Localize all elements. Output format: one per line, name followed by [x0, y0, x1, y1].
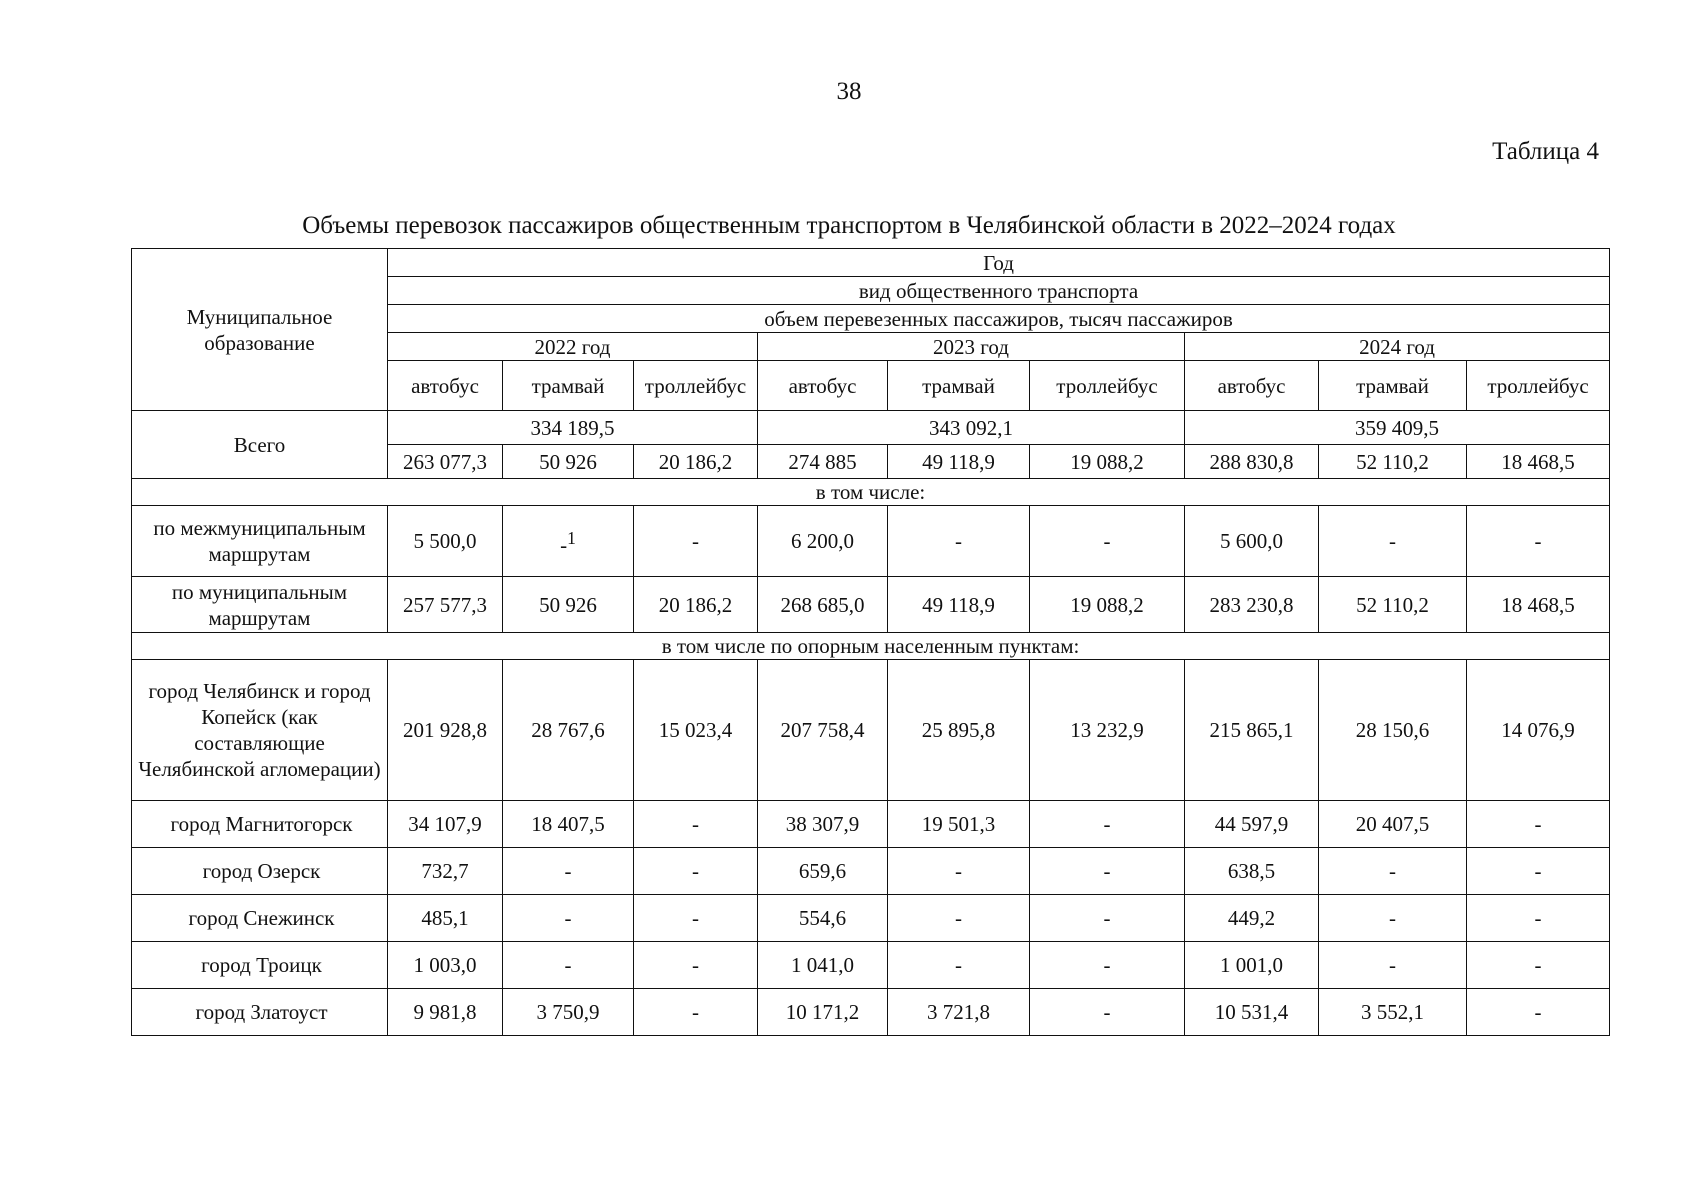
city-name: город Снежинск [132, 895, 388, 942]
table-row [132, 848, 1610, 895]
value-cell: 1 041,0 [758, 942, 888, 989]
value-cell: 3 552,1 [1319, 989, 1467, 1036]
total-cell: 19 088,2 [1030, 445, 1185, 479]
value-cell: - [888, 506, 1030, 577]
value-cell: 14 076,9 [1467, 660, 1610, 801]
value-cell: - [1467, 895, 1610, 942]
volume-unit-header: объем перевезенных пассажиров, тысяч пассажиров [388, 305, 1610, 333]
value-cell: - [1319, 942, 1467, 989]
value-cell: - [888, 848, 1030, 895]
value-cell: 20 186,2 [634, 577, 758, 633]
value-cell: - [634, 801, 758, 848]
value-cell: - [1467, 942, 1610, 989]
city-name: город Златоуст [132, 989, 388, 1036]
value-cell: - [1319, 506, 1467, 577]
value-cell: 659,6 [758, 848, 888, 895]
value-cell: 485,1 [388, 895, 503, 942]
value-cell: 50 926 [503, 577, 634, 633]
value-cell: - [888, 895, 1030, 942]
value-cell: 1 003,0 [388, 942, 503, 989]
value-cell: - [634, 942, 758, 989]
city-name: город Магнитогорск [132, 801, 388, 848]
year-total-2022: 334 189,5 [388, 411, 758, 445]
footnote-marker: 1 [567, 527, 576, 548]
value-cell: 3 721,8 [888, 989, 1030, 1036]
value-cell: 13 232,9 [1030, 660, 1185, 801]
section-row-support-points [132, 633, 1610, 660]
mode-header: троллейбус [634, 361, 758, 411]
value-cell: 49 118,9 [888, 577, 1030, 633]
value-cell: 268 685,0 [758, 577, 888, 633]
value-cell: 1 001,0 [1185, 942, 1319, 989]
passenger-volume-table [131, 248, 1610, 1036]
mode-header: автобус [388, 361, 503, 411]
total-cell: 18 468,5 [1467, 445, 1610, 479]
value-cell: - [1467, 506, 1610, 577]
value-cell: - [634, 506, 758, 577]
value-cell: - [634, 895, 758, 942]
value-cell: 732,7 [388, 848, 503, 895]
value-cell: 44 597,9 [1185, 801, 1319, 848]
year-header-2023: 2023 год [758, 333, 1185, 361]
header-row-year [132, 249, 1610, 277]
value-cell: 28 767,6 [503, 660, 634, 801]
table-row [132, 989, 1610, 1036]
city-name: город Челябинск и город Копейск (как составляющие Челябинской агломерации) [132, 660, 388, 801]
value-cell: - [1319, 848, 1467, 895]
value-cell: 6 200,0 [758, 506, 888, 577]
value-cell: - [634, 848, 758, 895]
mode-header: автобус [1185, 361, 1319, 411]
city-name: город Троицк [132, 942, 388, 989]
value-cell: - [1030, 506, 1185, 577]
value-cell: 25 895,8 [888, 660, 1030, 801]
total-cell: 52 110,2 [1319, 445, 1467, 479]
value-cell: 638,5 [1185, 848, 1319, 895]
value-cell: - [1030, 989, 1185, 1036]
mode-header: трамвай [503, 361, 634, 411]
table-row [132, 801, 1610, 848]
value-cell: 18 407,5 [503, 801, 634, 848]
year-group-header: Год [388, 249, 1610, 277]
value-cell: 28 150,6 [1319, 660, 1467, 801]
table-row [132, 660, 1610, 801]
row-name: по межмуниципальным маршрутам [132, 506, 388, 577]
value-cell-footnoted [503, 506, 634, 577]
value-cell: 201 928,8 [388, 660, 503, 801]
value-cell: 18 468,5 [1467, 577, 1610, 633]
value-cell: 554,6 [758, 895, 888, 942]
year-header-2024: 2024 год [1185, 333, 1610, 361]
value-text: - [560, 532, 568, 557]
value-cell: 19 088,2 [1030, 577, 1185, 633]
total-cell: 288 830,8 [1185, 445, 1319, 479]
section-row-including [132, 479, 1610, 506]
year-total-2024: 359 409,5 [1185, 411, 1610, 445]
value-cell: 449,2 [1185, 895, 1319, 942]
transport-type-header: вид общественного транспорта [388, 277, 1610, 305]
page-number: 38 [836, 78, 862, 105]
mode-header: троллейбус [1467, 361, 1610, 411]
total-cell: 20 186,2 [634, 445, 758, 479]
row-name: по муниципальным маршрутам [132, 577, 388, 633]
value-cell: 20 407,5 [1319, 801, 1467, 848]
value-cell: - [1467, 989, 1610, 1036]
value-cell: 215 865,1 [1185, 660, 1319, 801]
section-support-points-label: в том числе по опорным населенным пунктам: [132, 633, 1610, 660]
value-cell: - [1030, 895, 1185, 942]
value-cell: - [1030, 848, 1185, 895]
year-total-2023: 343 092,1 [758, 411, 1185, 445]
mode-header: троллейбус [1030, 361, 1185, 411]
mode-header: автобус [758, 361, 888, 411]
table-title: Объемы перевозок пассажиров общественным транспортом в Челябинской области в 2022–2024 годах [302, 212, 1396, 239]
value-cell: 5 500,0 [388, 506, 503, 577]
value-cell: - [1467, 848, 1610, 895]
value-cell: - [503, 942, 634, 989]
year-header-2022: 2022 год [388, 333, 758, 361]
total-cell: 274 885 [758, 445, 888, 479]
value-cell: 9 981,8 [388, 989, 503, 1036]
value-cell: 10 171,2 [758, 989, 888, 1036]
value-cell: - [1467, 801, 1610, 848]
value-cell: - [1319, 895, 1467, 942]
table-row [132, 942, 1610, 989]
total-cell: 49 118,9 [888, 445, 1030, 479]
mode-header: трамвай [888, 361, 1030, 411]
municipality-header: Муниципальное образование [132, 249, 388, 411]
mode-header: трамвай [1319, 361, 1467, 411]
table-row [132, 577, 1610, 633]
table-row [132, 895, 1610, 942]
value-cell: - [634, 989, 758, 1036]
city-name: город Озерск [132, 848, 388, 895]
total-cell: 263 077,3 [388, 445, 503, 479]
value-cell: 10 531,4 [1185, 989, 1319, 1036]
table-label: Таблица 4 [1492, 138, 1599, 165]
value-cell: - [503, 848, 634, 895]
value-cell: 38 307,9 [758, 801, 888, 848]
value-cell: 3 750,9 [503, 989, 634, 1036]
value-cell: - [888, 942, 1030, 989]
section-including-label: в том числе: [132, 479, 1610, 506]
total-cell: 50 926 [503, 445, 634, 479]
total-year-row [132, 411, 1610, 445]
total-label: Всего [132, 411, 388, 479]
value-cell: - [503, 895, 634, 942]
value-cell: 34 107,9 [388, 801, 503, 848]
value-cell: 283 230,8 [1185, 577, 1319, 633]
value-cell: - [1030, 801, 1185, 848]
value-cell: 5 600,0 [1185, 506, 1319, 577]
table-row [132, 506, 1610, 577]
value-cell: 15 023,4 [634, 660, 758, 801]
value-cell: 19 501,3 [888, 801, 1030, 848]
value-cell: 257 577,3 [388, 577, 503, 633]
value-cell: - [1030, 942, 1185, 989]
value-cell: 52 110,2 [1319, 577, 1467, 633]
value-cell: 207 758,4 [758, 660, 888, 801]
